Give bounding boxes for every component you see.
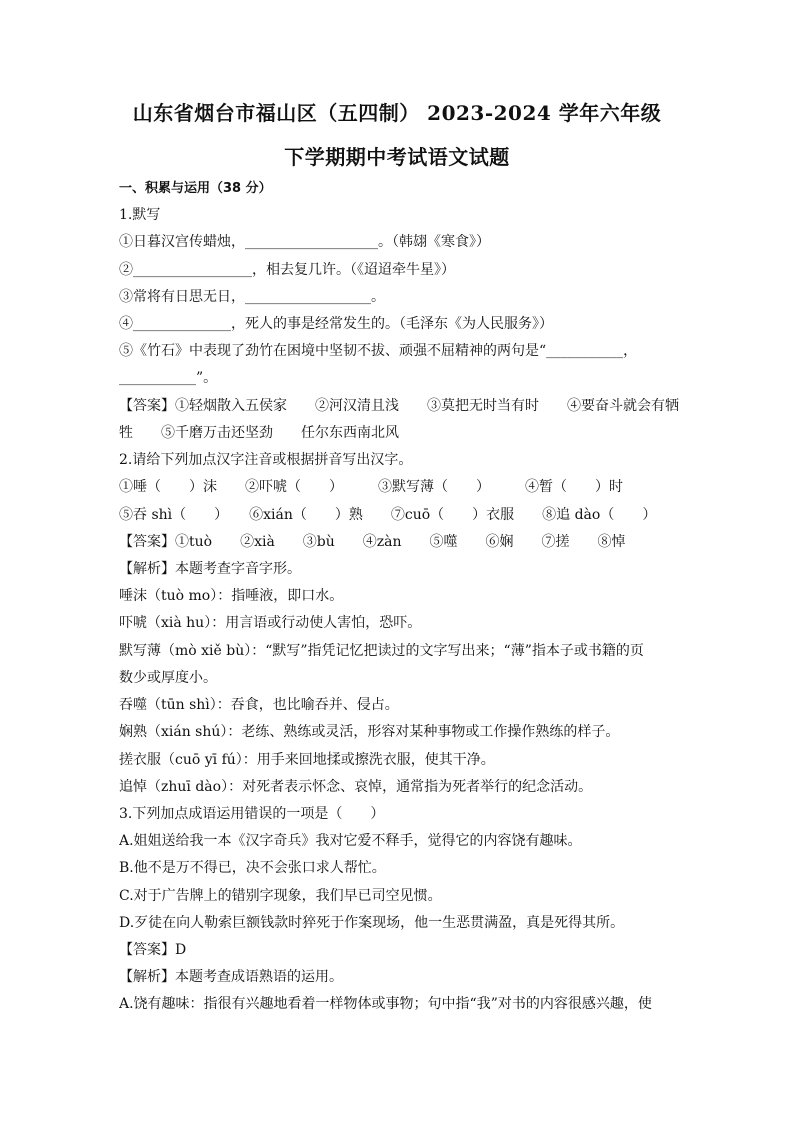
document-title-line-2: 下学期期中考试语文试题 [284,145,510,169]
question-3-option-b: B.他不是万不得已，决不会张口求人帮忙。 [119,860,386,876]
question-3-option-a: A.姐姐送给我一本《汉字奇兵》我对它爱不释手，觉得它的内容饶有趣味。 [119,833,582,849]
question-1-item-5-cont: ___________”。 [119,370,218,386]
question-2-heading: 2.请给下列加点汉字注音或根据拼音写出汉字。 [119,452,413,468]
answer-1-cont: 牲 ⑤千磨万击还坚劲 任尔东西南北风 [119,425,399,441]
question-1-item-4: ④______________，死人的事是经常发生的。（毛泽东《为人民服务》） [119,316,553,332]
section-heading: 一、积累与运用（38 分） [119,181,272,196]
question-2-row-1: ①唾（ ）沫 ②吓唬（ ） ③默写薄（ ） ④暂（ ）时 [119,479,623,495]
question-1-item-5: ⑤《竹石》中表现了劲竹在困境中坚韧不拔、顽强不屈精神的两句是“___________， [119,343,638,359]
analysis-2-line-5: 娴熟（xián shú）：老练、熟练或灵活，形容对某种事物或工作操作熟练的样子。 [119,724,620,740]
answer-2: 【答案】①tuò ②xià ③bù ④zàn ⑤噬 ⑥娴 ⑦搓 ⑧悼 [119,534,626,550]
question-3-option-c: C.对于广告牌上的错别字现象，我们早已司空见惯。 [119,888,442,904]
answer-3: 【答案】D [119,942,187,958]
answer-1: 【答案】①轻烟散入五侯家 ②河汉清且浅 ③莫把无时当有时 ④要奋斗就会有牺 [119,398,679,414]
analysis-2-line-2: 吓唬（xià hu）：用言语或行动使人害怕，恐吓。 [119,615,422,631]
analysis-2-line-3: 默写薄（mò xiě bù）：“默写”指凭记忆把读过的文字写出来；“薄”指本子或书籍的页 [119,643,644,659]
analysis-3-line-1: A.饶有趣味：指很有兴趣地看着一样物体或事物；句中指“我”对书的内容很感兴趣，使 [119,996,652,1012]
analysis-3-heading: 【解析】本题考查成语熟语的运用。 [119,969,343,985]
question-1-heading: 1.默写 [119,207,161,223]
analysis-2-heading: 【解析】本题考查字音字形。 [119,561,301,577]
analysis-2-line-6: 搓衣服（cuō yī fú）：用手来回地揉或擦洗衣服，使其干净。 [119,752,495,768]
question-1-item-2: ②_________________，相去复几许。（《迢迢牵牛星》） [119,262,455,278]
question-2-row-2: ⑤吞 shì（ ） ⑥xián（ ）熟 ⑦cuō（ ）衣服 ⑧追 dào（ ） [119,507,657,523]
question-1-item-1: ①日暮汉宫传蜡烛，___________________。（韩翃《寒食》） [119,234,490,250]
question-3-option-d: D.歹徒在向人勒索巨额钱款时猝死于作案现场，他一生恶贯满盈，真是死得其所。 [119,915,625,931]
question-3-heading: 3.下列加点成语运用错误的一项是（ ） [119,806,385,822]
analysis-2-line-3-cont: 数少或厚度小。 [119,670,217,686]
analysis-2-line-4: 吞噬（tūn shì）：吞食，也比喻吞并、侵占。 [119,697,399,713]
analysis-2-line-1: 唾沫（tuò mo）：指唾液，即口水。 [119,588,344,604]
document-title-line-1: 山东省烟台市福山区（五四制） 2023-2024 学年六年级 [132,101,662,125]
question-1-item-3: ③常将有日思无日，__________________。 [119,289,385,305]
analysis-2-line-7: 追悼（zhuī dào）：对死者表示怀念、哀悼，通常指为死者举行的纪念活动。 [119,779,593,795]
